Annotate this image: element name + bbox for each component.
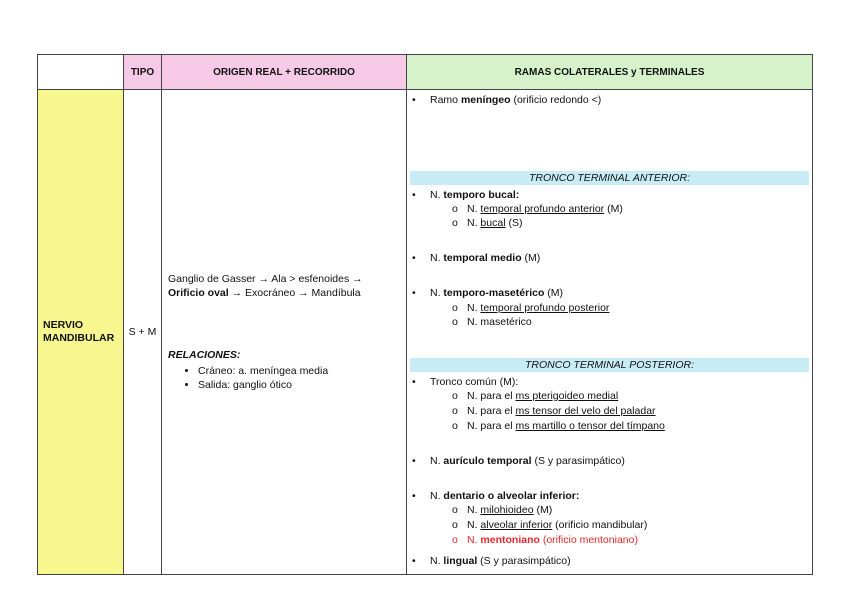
nerve-name-line1: NERVIO: [43, 319, 84, 331]
nervio-mandibular-row: [38, 90, 813, 575]
origen-line2-rest: → Exocráneo → Mandíbula: [228, 287, 361, 299]
origen-cell: [162, 90, 407, 575]
nerve-name-line2: MANDIBULAR: [43, 332, 115, 344]
ramas-cell: Ramo meníngeo (orificio redondo <) TRONCO TERMINAL ANTERIOR: N. temporo bucal: N. temporal profundo anterior (M) N. bucal (S) N. temporal medio (M) N. temporo-masetérico (M) N. temporal profundo posterior N. masetérico TRONCO TERMINAL POSTERIOR: Tronco común (M): N. para el ms pterigoideo medial N. para el ms tensor del velo del paladar N. para el ms martillo o tensor del tímpano N. aurículo temporal (S y parasimpático) N. dentario o alveolar inferior: N. milohioideo (M) N. alveolar inferior (orificio mandibular) N. mentoniano (orificio mentoniano) N. lingual (S y parasimpático): [407, 90, 813, 575]
relacion-item: • Cráneo: a. meníngea media: [198, 364, 400, 378]
nerve-name-cell: [38, 90, 124, 575]
tronco-posterior-band: TRONCO TERMINAL POSTERIOR:: [410, 358, 809, 372]
header-empty: [38, 55, 124, 90]
tronco-anterior-band: TRONCO TERMINAL ANTERIOR:: [410, 171, 809, 185]
header-origen: ORIGEN REAL + RECORRIDO: [162, 55, 407, 90]
nerve-table: [37, 54, 813, 575]
relaciones-title: RELACIONES:: [168, 349, 241, 361]
header-row: [38, 55, 813, 90]
orificio-oval: Orificio oval: [168, 287, 229, 299]
relaciones-block: [168, 348, 400, 392]
origen-line1: Ganglio de Gasser → Ala > esfenoides →: [168, 273, 363, 285]
relaciones-list: [168, 364, 400, 392]
header-ramas: RAMAS COLATERALES y TERMINALES: [407, 55, 813, 90]
origen-line2: [168, 286, 400, 300]
tipo-cell: S + M: [124, 90, 162, 575]
header-tipo: TIPO: [124, 55, 162, 90]
relacion-item: • Salida: ganglio ótico: [198, 378, 400, 392]
